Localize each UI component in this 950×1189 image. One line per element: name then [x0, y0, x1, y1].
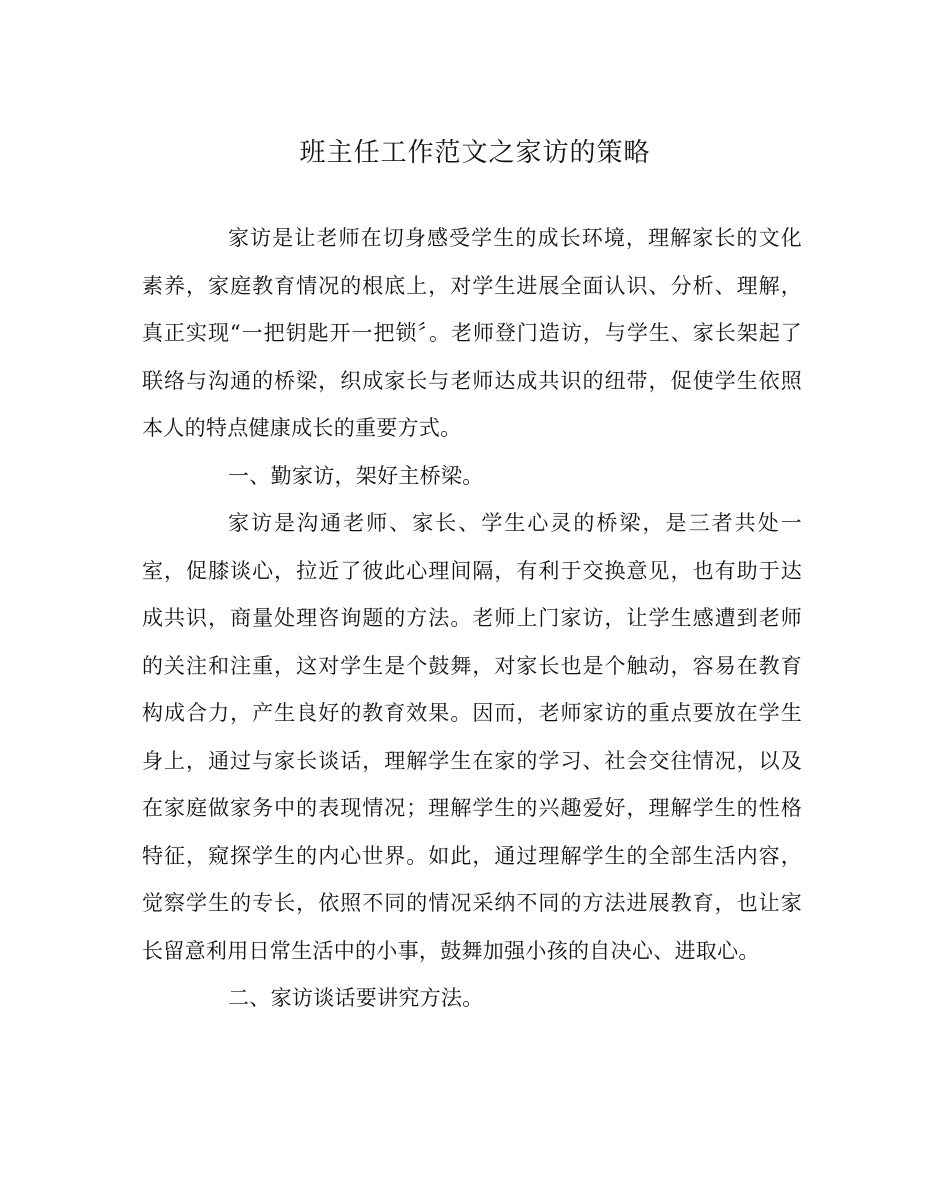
section-heading-1: 一、勤家访，架好主桥梁。 — [228, 463, 484, 488]
intro-paragraph: 家访是让老师在切身感受学生的成长环境，理解家长的文化素养，家庭教育情况的根底上，对学生进展全面认识、分析、理解，真正实现“一把钥匙开一把锁〞。老师登门造访，与学生、家长架起了联络与沟通的桥梁，织成家长与老师达成共识的纽带，促使学生依照本人的特点健康成长的重要方式。 — [142, 226, 802, 440]
section-heading-2: 二、家访谈话要讲究方法。 — [228, 986, 484, 1010]
document-body — [142, 215, 802, 1023]
section-1-paragraph: 家访是沟通老师、家长、学生心灵的桥梁，是三者共处一室，促膝谈心，拉近了彼此心理间隔，有利于交换意见，也有助于达成共识，商量处理咨询题的方法。老师上门家访，让学生感遭到老师的关注和注重，这对学生是个鼓舞，对家长也是个触动，容易在教育构成合力，产生良好的教育效果。因而，老师家访的重点要放在学生身上，通过与家长谈话，理解学生在家的学习、社会交往情况，以及在家庭做家务中的表现情况；理解学生的兴趣爱好，理解学生的性格特征，窥探学生的内心世界。如此，通过理解学生的全部生活内容，觉察学生的专长，依照不同的情况采纳不同的方法进展教育，也让家长留意利用日常生活中的小事，鼓舞加强小孩的自决心、进取心。 — [142, 511, 802, 963]
document-title: 班主任工作范文之家访的策略 — [299, 138, 651, 168]
